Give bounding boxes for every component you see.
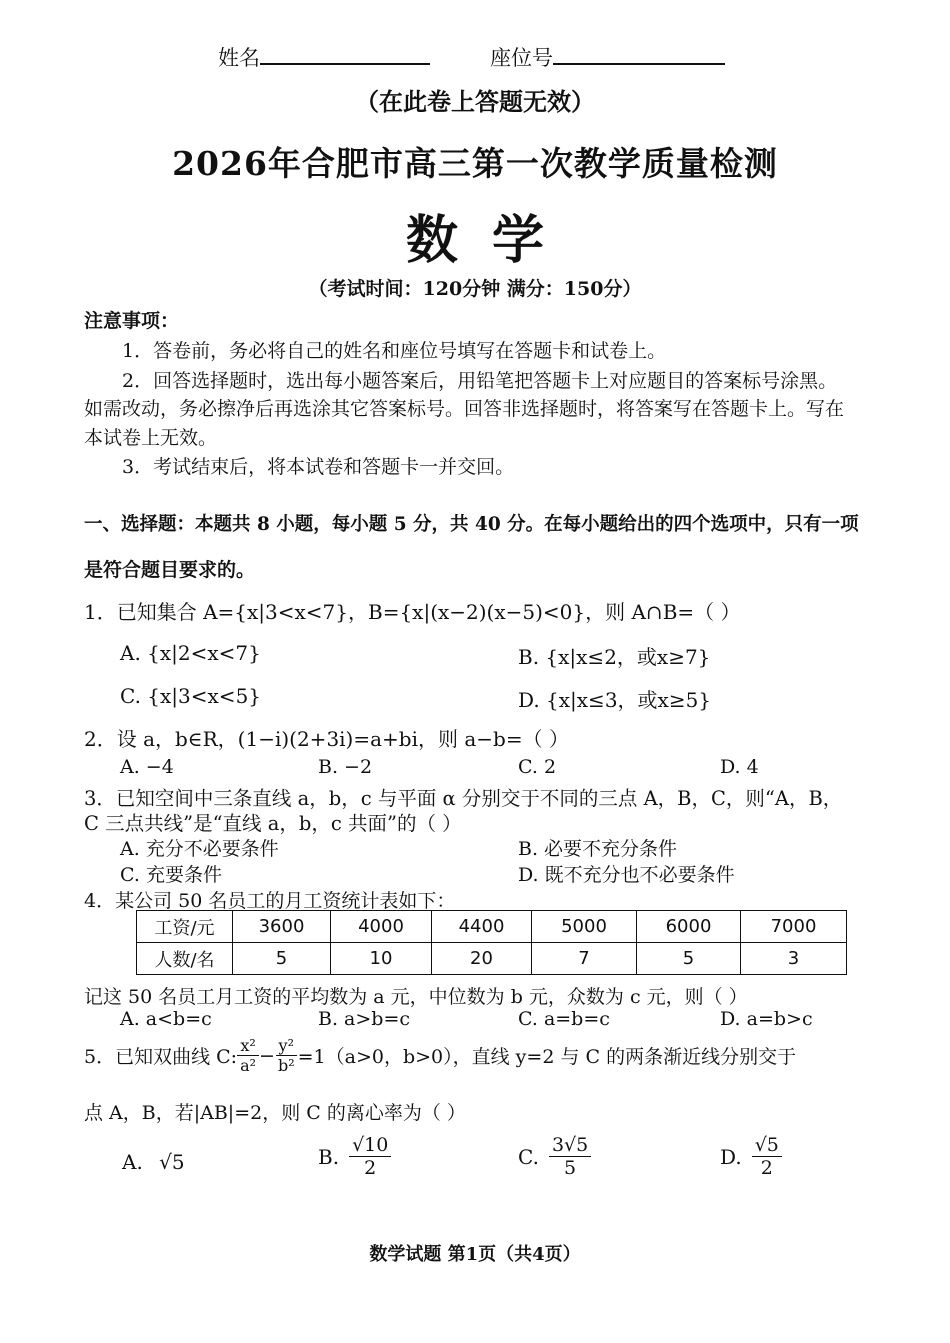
table-cell: 人数/名 (137, 943, 233, 975)
q5-stem-suffix: =1（a>0，b>0），直线 y=2 与 C 的两条渐近线分别交于 (297, 1046, 797, 1068)
fraction-numerator: 3√5 (549, 1134, 591, 1157)
seat-blank (553, 63, 725, 65)
q2-option-a: A. −4 (120, 756, 174, 778)
q3-option-c: C. 充要条件 (120, 864, 222, 886)
fraction-denominator: b² (277, 1056, 295, 1075)
fraction-numerator: x² (237, 1036, 258, 1056)
fraction-denominator: 5 (564, 1157, 577, 1179)
invalid-notice: （在此卷上答题无效） (355, 87, 595, 116)
table-cell: 10 (331, 943, 432, 975)
exam-info: （考试时间：120分钟 满分：150分） (308, 278, 642, 300)
option-label: A. (122, 1150, 143, 1174)
q2-stem: 2．设 a，b∈R，(1−i)(2+3i)=a+bi，则 a−b=（ ） (84, 727, 569, 751)
q5-stem-line1 (84, 1036, 796, 1075)
table-cell: 工资/元 (137, 911, 233, 943)
exam-title: 2026年合肥市高三第一次教学质量检测 (172, 144, 778, 183)
table-cell: 20 (432, 943, 532, 975)
option-fraction (752, 1134, 782, 1179)
seat-label: 座位号 (490, 46, 553, 70)
q5-option-a (122, 1150, 185, 1174)
instruction-1: 1．答卷前，务必将自己的姓名和座位号填写在答题卡和试卷上。 (122, 340, 667, 362)
q4-option-c: C. a=b=c (518, 1008, 610, 1030)
q1-option-d: D. {x|x≤3，或x≥5} (518, 688, 712, 712)
subject-title: 数学 (405, 210, 578, 271)
fraction-numerator: √10 (349, 1134, 391, 1157)
q2-option-b: B. −2 (318, 756, 373, 778)
option-label: B. (318, 1144, 340, 1169)
q4-option-b: B. a>b=c (318, 1008, 411, 1030)
table-cell: 5 (637, 943, 741, 975)
section1-heading-line1: 一、选择题：本题共 8 小题，每小题 5 分，共 40 分。在每小题给出的四个选项中，只有一项 (84, 514, 859, 535)
q5-option-b (318, 1134, 391, 1179)
table-cell: 7000 (741, 911, 847, 943)
q3-option-b: B. 必要不充分条件 (518, 838, 678, 860)
q5-option-c (518, 1134, 591, 1179)
q4-option-d: D. a=b>c (720, 1008, 813, 1030)
option-fraction (349, 1134, 391, 1179)
fraction-numerator: √5 (752, 1134, 782, 1157)
seat-field (490, 42, 725, 72)
fraction-numerator: y² (276, 1036, 297, 1056)
option-fraction (549, 1134, 591, 1179)
q4-stem: 4．某公司 50 名员工的月工资统计表如下： (84, 890, 456, 912)
q5-stem-line2: 点 A，B，若|AB|=2，则 C 的离心率为（ ） (84, 1102, 466, 1124)
fraction-denominator: a² (240, 1056, 257, 1075)
q5-option-d (720, 1134, 782, 1179)
table-cell: 4400 (432, 911, 532, 943)
section1-heading-line2: 是符合题目要求的。 (84, 559, 256, 581)
option-label: C. (518, 1144, 539, 1169)
fraction-denominator: 2 (364, 1157, 377, 1179)
q1-option-a: A. {x|2<x<7} (120, 641, 261, 665)
instruction-2-line1: 2．回答选择题时，选出每小题答案后，用铅笔把答题卡上对应题目的答案标号涂黑。 (122, 370, 838, 392)
q3-stem-line1: 3．已知空间中三条直线 a，b，c 与平面 α 分别交于不同的三点 A，B，C，则“A，B， (84, 787, 843, 810)
name-field (218, 42, 430, 72)
q1-option-b: B. {x|x≤2，或x≥7} (518, 645, 711, 669)
table-cell: 3 (741, 943, 847, 975)
table-cell: 5 (233, 943, 331, 975)
q3-option-a: A. 充分不必要条件 (120, 838, 279, 860)
table-cell: 6000 (637, 911, 741, 943)
name-blank (260, 63, 430, 65)
fraction-denominator: 2 (760, 1157, 773, 1179)
option-label: D. (720, 1144, 742, 1169)
instructions-heading: 注意事项： (84, 310, 180, 332)
q2-option-c: C. 2 (518, 756, 557, 778)
table-cell: 7 (532, 943, 637, 975)
instruction-2-line3: 本试卷上无效。 (84, 427, 218, 449)
option-value: √5 (159, 1150, 185, 1174)
q3-option-d: D. 既不充分也不必要条件 (518, 864, 735, 886)
q4-after-table: 记这 50 名员工月工资的平均数为 a 元，中位数为 b 元，众数为 c 元，则（ ） (84, 986, 748, 1008)
instruction-3: 3．考试结束后，将本试卷和答题卡一并交回。 (122, 456, 515, 478)
q5-fraction-x (237, 1036, 259, 1075)
name-label: 姓名 (218, 46, 260, 70)
salary-table (136, 910, 847, 975)
table-row (137, 911, 847, 943)
q5-minus: − (259, 1044, 275, 1067)
table-cell: 5000 (532, 911, 637, 943)
q5-fraction-y (275, 1036, 298, 1075)
page-footer: 数学试题 第1页（共4页） (369, 1244, 581, 1265)
instruction-2-line2: 如需改动，务必擦净后再选涂其它答案标号。回答非选择题时，将答案写在答题卡上。写在 (84, 398, 845, 420)
q1-stem: 1．已知集合 A={x|3<x<7}，B={x|(x−2)(x−5)<0}，则 A∩B=（ ） (84, 600, 741, 624)
q4-option-a: A. a<b=c (120, 1008, 212, 1030)
table-row (137, 943, 847, 975)
q1-option-c: C. {x|3<x<5} (120, 684, 262, 708)
q3-stem-line2: C 三点共线”是“直线 a，b，c 共面”的（ ） (84, 812, 462, 835)
q2-option-d: D. 4 (720, 756, 759, 778)
q5-stem-prefix: 5．已知双曲线 C: (84, 1046, 238, 1068)
table-cell: 4000 (331, 911, 432, 943)
table-cell: 3600 (233, 911, 331, 943)
